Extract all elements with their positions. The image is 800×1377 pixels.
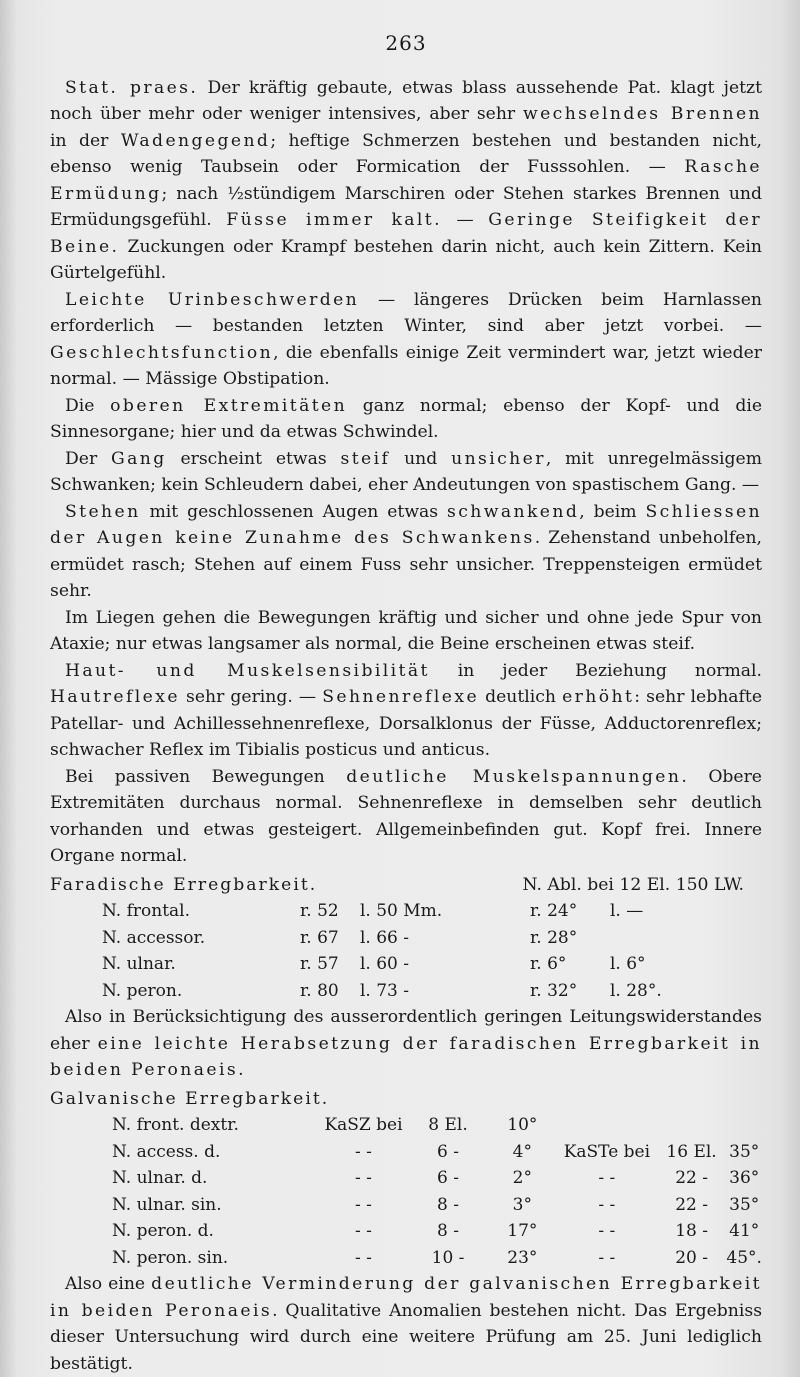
text-run: , die ebenfalls einige Zeit vermindert war, jetzt wieder normal. — Mässige Obstipation. <box>50 342 762 389</box>
galvanic-cell-a: - - <box>355 1247 372 1268</box>
galvanic-cell-name: N. ulnar. d. <box>112 1168 208 1188</box>
paragraph <box>50 446 762 499</box>
table-row <box>50 1112 762 1139</box>
galvanic-cell-name: N. front. dextr. <box>112 1115 239 1135</box>
text-run: Zuckungen oder Krampf bestehen darin nicht, auch kein Zittern. Kein Gürtelgefühl. <box>50 236 762 283</box>
spaced-emphasis: Füsse immer kalt. <box>226 210 442 230</box>
spaced-emphasis: Wadengegend <box>120 130 271 151</box>
galvanic-cell-d: - - <box>598 1194 616 1215</box>
faradic-cell-l: l. 60 - <box>360 954 410 974</box>
galvanic-cell-c: 23° <box>507 1247 538 1268</box>
galvanic-cell-e: 20 - <box>675 1247 708 1268</box>
faradic-cell-r: r. 80 <box>300 980 339 1001</box>
table-row <box>50 925 762 952</box>
text-run: Also eine <box>65 1274 152 1294</box>
text-run: sehr gering. — <box>179 687 323 707</box>
galvanic-cell-b: 6 - <box>437 1141 459 1162</box>
galvanic-conclusion <box>50 1271 762 1377</box>
spaced-emphasis: Haut- und Muskelsensibilität <box>65 660 430 681</box>
table-row <box>50 1165 762 1192</box>
galvanic-cell-c: 10° <box>507 1115 538 1135</box>
paragraph <box>50 764 762 870</box>
text-run: und <box>390 448 452 469</box>
galvanic-cell-a: - - <box>355 1141 372 1162</box>
galvanic-cell-name: N. peron. d. <box>112 1221 214 1241</box>
faradic-cell-r: r. 57 <box>300 954 339 974</box>
text-run: : sehr lebhafte Patellar- und Achillessehnenreflexe, Dorsalklonus der Füsse, Adductorenreflex; schwacher Reflex im Tibialis posticus und anticus. <box>50 687 762 760</box>
faradic-header-right: N. Abl. bei 12 El. 150 LW. <box>522 875 744 895</box>
paragraph <box>50 658 762 764</box>
text-run: ganz normal; ebenso der Kopf- und die Sinnesorgane; hier und da etwas Schwindel. <box>50 395 762 442</box>
faradic-cell-l2: l. — <box>610 901 644 921</box>
text-run: erscheint etwas <box>166 448 341 469</box>
galvanic-cell-name: N. access. d. <box>112 1141 221 1162</box>
text-run: , beim <box>579 501 646 522</box>
galvanic-cell-f: 45°. <box>726 1247 762 1268</box>
text-run: Also in Berücksichtigung des ausserordentlich geringen Leitungswiderstandes eher <box>50 1007 762 1054</box>
galvanic-cell-c: 4° <box>512 1141 532 1162</box>
page-number: 263 <box>385 31 427 55</box>
spaced-emphasis: schwankend <box>447 501 580 522</box>
galvanic-cell-b: 8 - <box>437 1194 459 1215</box>
paragraph <box>50 393 762 446</box>
faradic-cell-l2: l. 6° <box>610 954 646 974</box>
paragraph <box>50 75 762 287</box>
text-run: — längeres Drücken beim Harnlassen erforderlich — bestanden letzten Winter, sind aber jetzt vorbei. — <box>50 289 762 336</box>
faradic-cell-r2: r. 32° <box>530 980 578 1001</box>
galvanic-cell-d <box>557 1112 657 1139</box>
faradic-cell-r2: r. 24° <box>530 901 578 921</box>
spaced-emphasis: Geschlechtsfunction <box>50 342 274 363</box>
galvanic-cell-name: N. ulnar. sin. <box>112 1194 222 1215</box>
galvanic-cell-e: 22 - <box>675 1168 708 1188</box>
galvanic-cell-b: 8 El. <box>428 1115 468 1135</box>
spaced-emphasis: Stehen <box>65 501 141 522</box>
table-row <box>50 951 762 978</box>
galvanic-cell-f: 35° <box>729 1141 760 1162</box>
text-run: . Qualitative Anomalien bestehen nicht. Das Ergebniss dieser Untersuchung wird durch eine weitere Prüfung am 25. Juni lediglich bestätigt. <box>50 1300 763 1374</box>
text-run: Bei passiven Bewegungen <box>65 766 347 787</box>
galvanic-cell-b: 10 - <box>431 1247 465 1268</box>
spaced-emphasis: oberen Extremitäten <box>110 395 348 416</box>
document-page <box>50 30 762 1377</box>
faradic-cell-l: l. 50 Mm. <box>360 901 443 921</box>
spaced-emphasis: Gang <box>111 448 167 469</box>
galvanic-cell-a: - - <box>355 1168 372 1188</box>
spaced-emphasis: Schliessen der Augen keine Zunahme des Schwankens <box>50 501 762 548</box>
galvanic-cell-e: 18 - <box>675 1221 708 1241</box>
text-run: , mit unregelmässigem Schwanken; kein Schleudern dabei, eher Andeutungen von spastischem Gang. — <box>50 448 763 495</box>
paragraph <box>50 499 762 605</box>
text-run: mit geschlossenen Augen etwas <box>140 501 448 522</box>
faradic-cell-l: l. 66 - <box>360 927 410 948</box>
faradic-label: Faradische Erregbarkeit. <box>50 874 318 895</box>
text-run: deutlich <box>479 687 563 707</box>
text-run: in jeder Beziehung normal. <box>429 660 763 681</box>
galvanic-cell-e: 22 - <box>675 1194 708 1215</box>
faradic-cell-l: l. 73 - <box>360 980 410 1001</box>
spaced-emphasis: Stat. praes. <box>65 77 199 98</box>
faradic-cell-r2: r. 28° <box>530 927 578 948</box>
galvanic-cell-f: 36° <box>729 1168 760 1188</box>
faradic-cell-name: N. peron. <box>102 980 183 1001</box>
spaced-emphasis: wechselndes Brennen <box>523 104 763 124</box>
galvanic-cell-a: KaSZ bei <box>324 1115 403 1135</box>
spaced-emphasis: Leichte Urinbeschwerden <box>65 289 360 310</box>
galvanic-cell-c: 3° <box>512 1194 532 1215</box>
spaced-emphasis: Geringe Steifigkeit der Beine. <box>50 210 762 257</box>
galvanic-cell-c: 2° <box>512 1168 532 1188</box>
faradic-cell-r2: r. 6° <box>530 954 567 974</box>
galvanic-cell-c: 17° <box>507 1221 538 1241</box>
faradic-table <box>50 898 762 1004</box>
spaced-emphasis: Hautreflexe <box>50 687 180 707</box>
table-row <box>50 1218 762 1245</box>
text-run: in der <box>50 130 121 151</box>
table-row <box>50 1192 762 1219</box>
spaced-emphasis: steif <box>340 448 391 469</box>
text-run: Im Liegen gehen die Bewegungen kräftig und sicher und ohne jede Spur von Ataxie; nur etwas langsamer als normal, die Beine erscheinen etwas steif. <box>50 607 762 654</box>
spaced-emphasis: deutliche Verminderung der galvanischen Erregbarkeit in beiden Peronaeis <box>50 1274 762 1321</box>
galvanic-cell-d: - - <box>598 1221 616 1241</box>
galvanic-label: Galvanische Erregbarkeit. <box>50 1088 330 1109</box>
galvanic-cell-d: - - <box>598 1168 616 1188</box>
text-run: ; heftige Schmerzen bestehen und bestanden nicht, ebenso wenig Taubsein oder Formication der Fusssohlen. — <box>50 130 762 177</box>
faradic-cell-r: r. 52 <box>300 901 339 921</box>
faradic-conclusion <box>50 1004 762 1084</box>
text-run: . Obere Extremitäten durchaus normal. Sehnenreflexe in demselben sehr deutlich vorhanden und etwas gesteigert. Allgemeinbefinden gut. Kopf frei. Innere Organe normal. <box>50 766 762 866</box>
galvanic-cell-b: 6 - <box>437 1168 459 1188</box>
faradic-cell-name: N. ulnar. <box>102 954 176 974</box>
table-row <box>50 978 762 1005</box>
galvanic-cell-e: 16 El. <box>666 1141 717 1162</box>
spaced-emphasis: eine leichte Herabsetzung der faradischen Erregbarkeit in beiden Peronaeis <box>50 1033 763 1080</box>
faradic-cell-name: N. frontal. <box>102 901 191 921</box>
galvanic-cell-name: N. peron. sin. <box>112 1247 229 1268</box>
table-row <box>50 1245 762 1272</box>
paragraph <box>50 605 762 658</box>
text-run: Der kräftig gebaute, etwas blass aussehende Pat. klagt jetzt noch über mehr oder weniger intensives, aber sehr <box>50 77 762 124</box>
text-run: . Zehenstand unbeholfen, ermüdet rasch; Stehen auf einem Fuss sehr unsicher. Treppensteigen ermüdet sehr. <box>50 528 762 601</box>
spaced-emphasis: erhöht <box>562 687 635 707</box>
spaced-emphasis: deutliche Muskelspannungen <box>346 766 682 787</box>
galvanic-cell-f: 35° <box>729 1194 760 1215</box>
galvanic-cell-d: KaSTe bei <box>563 1141 651 1162</box>
text-run: ; nach ½stündigem Marschiren oder Stehen starkes Brennen und Ermüdungsgefühl. <box>50 183 762 230</box>
text-run: Die <box>65 395 111 416</box>
text-run: . <box>238 1060 244 1080</box>
spaced-emphasis: Sehnenreflexe <box>322 687 480 707</box>
galvanic-cell-e <box>657 1112 727 1139</box>
faradic-cell-l2 <box>610 925 762 952</box>
table-row <box>50 898 762 925</box>
text-run: — <box>441 210 489 230</box>
faradic-cell-l2: l. 28°. <box>610 980 662 1001</box>
galvanic-cell-b: 8 - <box>437 1221 459 1241</box>
galvanic-cell-f <box>726 1112 762 1139</box>
galvanic-table <box>50 1112 762 1271</box>
galvanic-cell-f: 41° <box>729 1221 760 1241</box>
spaced-emphasis: Rasche Ermüdung <box>50 157 762 204</box>
galvanic-cell-d: - - <box>598 1247 616 1268</box>
text-run: Der <box>65 448 111 469</box>
spaced-emphasis: unsicher <box>451 448 546 469</box>
table-row <box>50 1139 762 1166</box>
galvanic-cell-a: - - <box>355 1221 372 1241</box>
body-text <box>50 75 762 870</box>
paragraph <box>50 287 762 393</box>
galvanic-cell-a: - - <box>355 1194 372 1215</box>
faradic-cell-r: r. 67 <box>300 927 339 948</box>
faradic-cell-name: N. accessor. <box>102 927 206 948</box>
